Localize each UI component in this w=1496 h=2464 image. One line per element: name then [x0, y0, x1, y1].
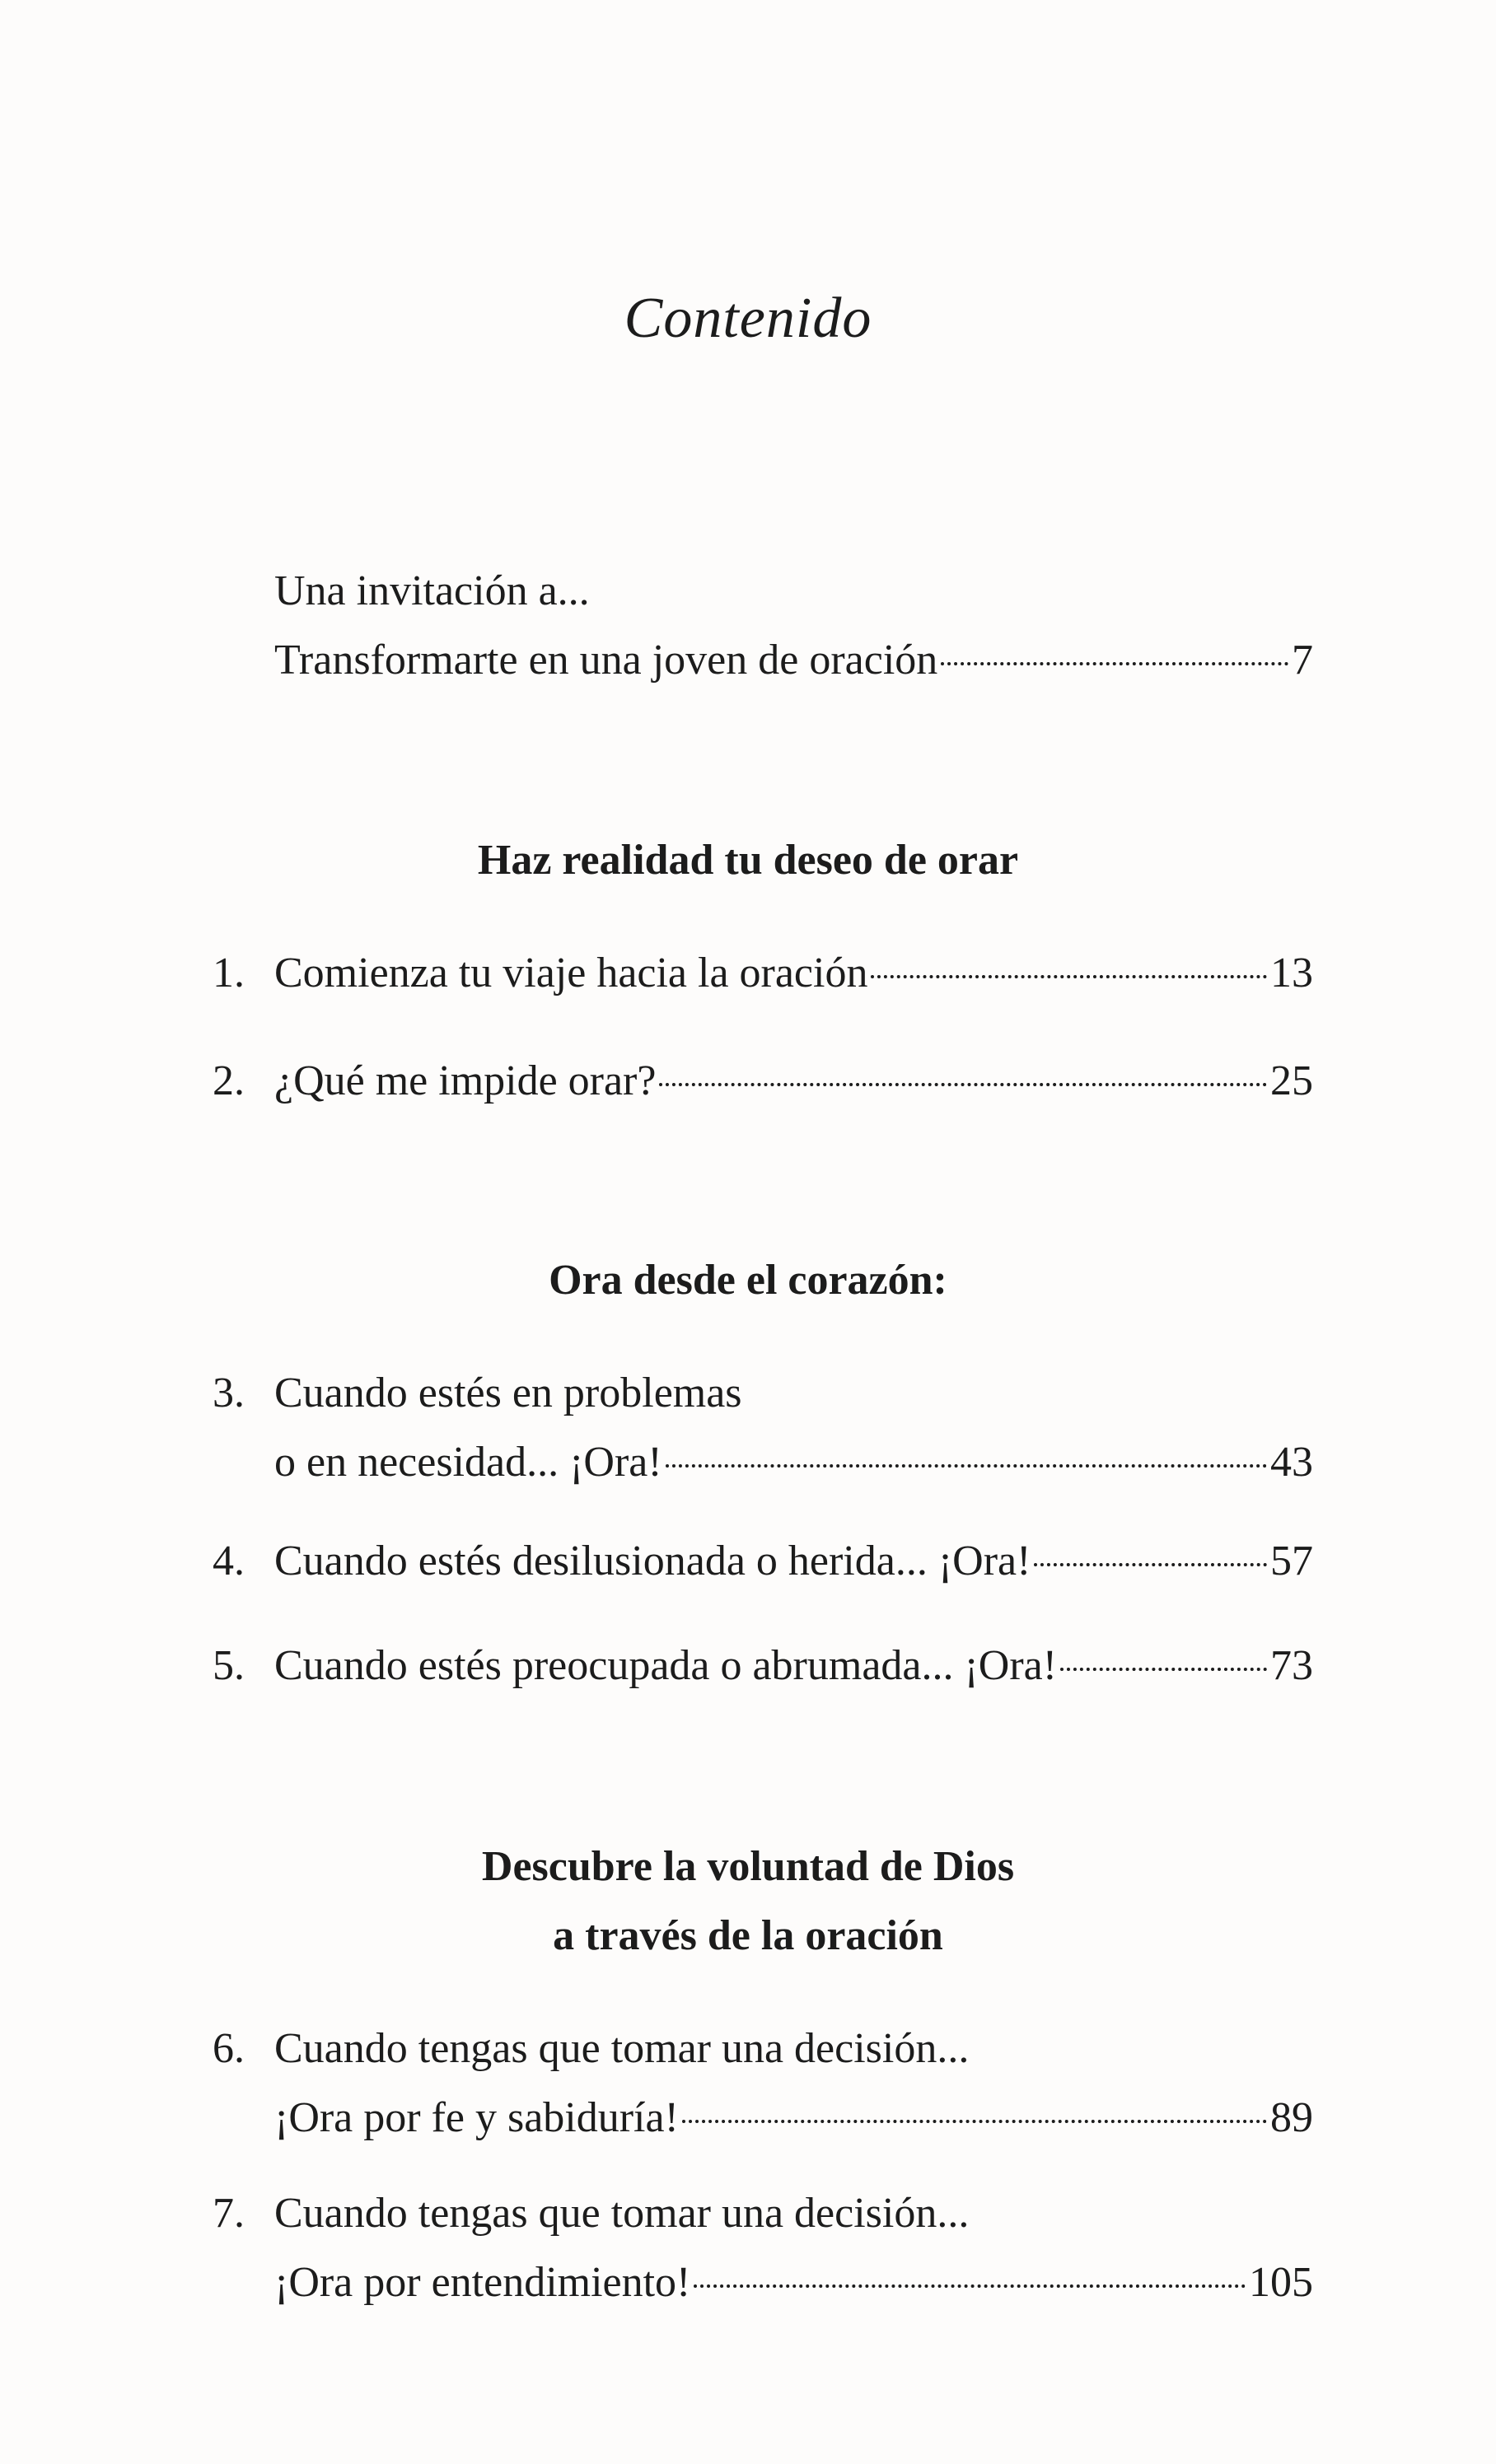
- toc-entry: [213, 2014, 1313, 2153]
- toc-entry-text: Comienza tu viaje hacia la oración: [274, 950, 868, 996]
- toc-page-number: 73: [1270, 1642, 1313, 1689]
- toc-page-number: 89: [1270, 2094, 1313, 2141]
- dot-leader: [666, 1464, 1267, 1468]
- toc-entry-line: [213, 2014, 1313, 2084]
- toc-entry-text: ¿Qué me impide orar?: [274, 1057, 657, 1104]
- chapter-number: 5.: [213, 1642, 245, 1689]
- chapter-number: 6.: [213, 2025, 245, 2072]
- toc-page-number: 7: [1292, 637, 1313, 684]
- toc-entry-text: ¡Ora por fe y sabiduría!: [274, 2094, 679, 2141]
- page-title: Contenido: [624, 287, 872, 350]
- toc-entry-text: Cuando tengas que tomar una decisión...: [274, 2190, 970, 2237]
- toc-page-number: 57: [1270, 1538, 1313, 1584]
- chapter-number: 7.: [213, 2190, 245, 2237]
- toc-page-number: 25: [1270, 1057, 1313, 1104]
- toc-entry-line: [213, 939, 1313, 1008]
- toc-entry: [213, 1047, 1313, 1116]
- toc-entry-line: [274, 557, 1313, 626]
- toc-entry-line: [213, 1428, 1313, 1497]
- toc-entry-text: o en necesidad... ¡Ora!: [274, 1439, 662, 1486]
- toc-entry: [213, 1359, 1313, 1497]
- chapter-number: 1.: [213, 950, 245, 996]
- section-heading: Ora desde el corazón:: [549, 1257, 947, 1304]
- toc-entry-text: Cuando tengas que tomar una decisión...: [274, 2025, 970, 2072]
- chapter-number: 4.: [213, 1538, 245, 1584]
- toc-entry-line: [213, 2179, 1313, 2248]
- toc-page-number: 43: [1270, 1439, 1313, 1486]
- toc-entry: [213, 1631, 1313, 1701]
- dot-leader: [694, 2284, 1246, 2288]
- toc-entry-line: [213, 1047, 1313, 1116]
- toc-entry-text: Cuando estés preocupada o abrumada... ¡Ora!: [274, 1642, 1058, 1689]
- toc-entry-text: Cuando estés desilusionada o herida... ¡Ora!: [274, 1538, 1031, 1584]
- chapter-number: 2.: [213, 1057, 245, 1104]
- section-heading-line: Descubre la voluntad de Dios: [481, 1843, 1015, 1890]
- dot-leader: [871, 975, 1267, 978]
- toc-entry-line: [213, 1359, 1313, 1428]
- dot-leader: [941, 662, 1288, 665]
- chapter-number: 3.: [213, 1370, 245, 1416]
- toc-page-number: 13: [1270, 950, 1313, 996]
- toc-entry-text: Transformarte en una joven de oración: [274, 637, 938, 684]
- section-heading-line: a través de la oración: [553, 1912, 943, 1959]
- toc-entry-line: [213, 2084, 1313, 2153]
- dot-leader: [682, 2120, 1267, 2123]
- dot-leader: [1060, 1668, 1267, 1671]
- toc-entry-line: [213, 1631, 1313, 1701]
- dot-leader: [1034, 1563, 1267, 1566]
- toc-entry: [213, 939, 1313, 1008]
- section-heading: Haz realidad tu deseo de orar: [477, 837, 1019, 884]
- toc-page-number: 105: [1249, 2259, 1313, 2306]
- toc-entry-text: ¡Ora por entendimiento!: [274, 2259, 691, 2306]
- section-heading: [0, 1832, 1496, 1971]
- toc-entry-line: [213, 2248, 1313, 2317]
- toc-entry: [213, 1527, 1313, 1596]
- dot-leader: [659, 1083, 1267, 1086]
- toc-entry: [213, 2179, 1313, 2317]
- toc-entry-line: [213, 1527, 1313, 1596]
- toc-entry-line: [274, 626, 1313, 695]
- toc-entry-text: Una invitación a...: [274, 567, 590, 614]
- toc-entry-text: Cuando estés en problemas: [274, 1370, 742, 1416]
- toc-entry-intro: [274, 557, 1313, 695]
